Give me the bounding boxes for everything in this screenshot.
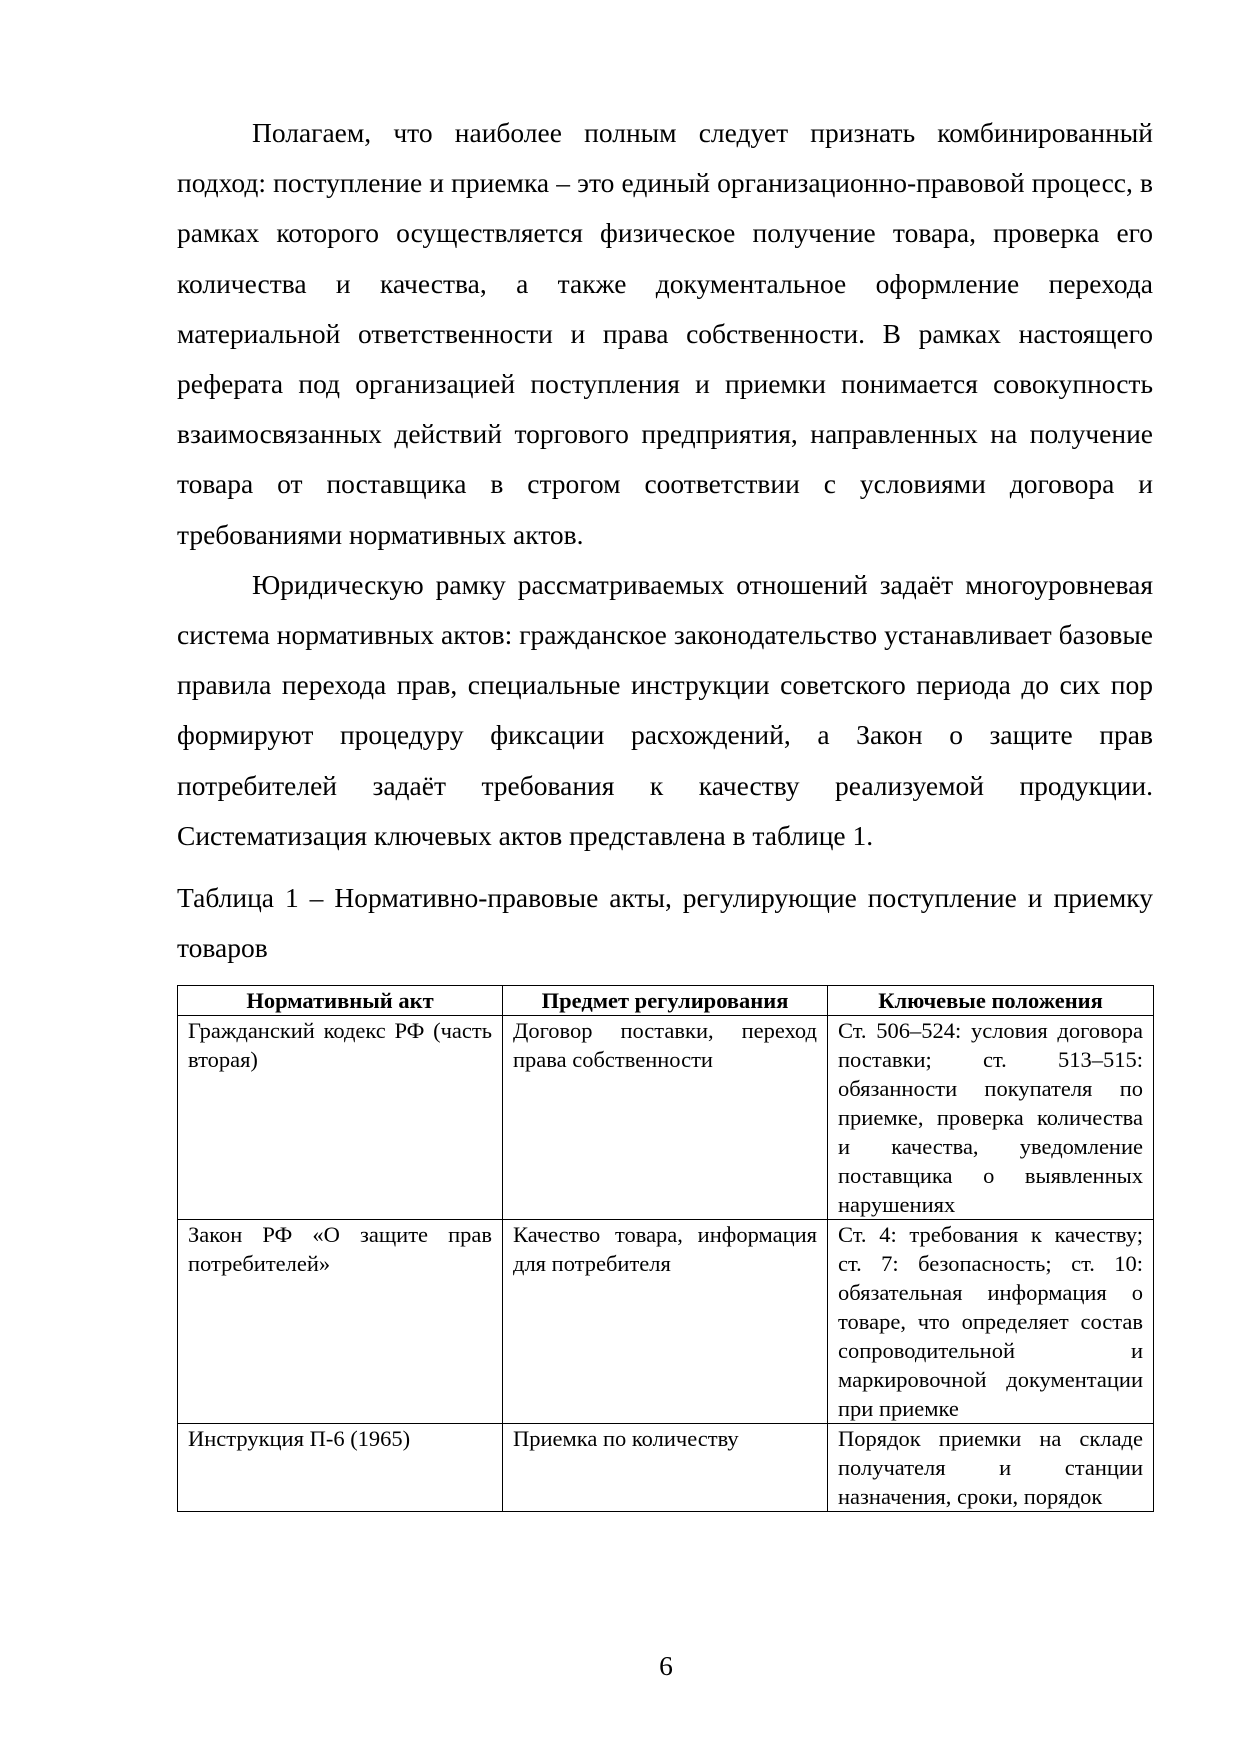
cell-act: Гражданский кодекс РФ (часть вторая) xyxy=(178,1016,503,1220)
table-row xyxy=(178,1016,1154,1220)
cell-subject: Приемка по количеству xyxy=(503,1424,828,1512)
cell-act: Инструкция П-6 (1965) xyxy=(178,1424,503,1512)
cell-subject: Качество товара, информация для потребителя xyxy=(503,1220,828,1424)
paragraph: Юридическую рамку рассматриваемых отношений задаёт многоуровневая система нормативных актов: гражданское законодательство устанавливает базовые правила перехода прав, специальные инструкции советского периода до сих пор формируют процедуру фиксации расхождений, а Закон о защите прав потребителей задаёт требования к качеству реализуемой продукции. Систематизация ключевых актов представлена в таблице 1. xyxy=(177,568,1153,851)
cell-provisions: Ст. 506–524: условия договора поставки; ст. 513–515: обязанности покупателя по приемке, проверка количества и качества, уведомление поставщика о выявленных нарушениях xyxy=(828,1016,1154,1220)
page-body xyxy=(177,108,1153,1512)
cell-subject: Договор поставки, переход права собственности xyxy=(503,1016,828,1220)
regulations-table xyxy=(177,985,1154,1512)
table-row xyxy=(178,1424,1154,1512)
table-row xyxy=(178,1220,1154,1424)
column-header-act: Нормативный акт xyxy=(178,986,503,1016)
cell-act: Закон РФ «О защите прав потребителей» xyxy=(178,1220,503,1424)
page-number: 6 xyxy=(659,1650,673,1681)
column-header-subject: Предмет регулирования xyxy=(503,986,828,1016)
column-header-provisions: Ключевые положения xyxy=(828,986,1154,1016)
cell-provisions: Порядок приемки на складе получателя и станции назначения, сроки, порядок xyxy=(828,1424,1154,1512)
paragraph: Полагаем, что наиболее полным следует признать комбинированный подход: поступление и приемка – это единый организационно-правовой процесс, в рамках которого осуществляется физическое получение товара, проверка его количества и качества, а также документальное оформление перехода материальной ответственности и права собственности. В рамках настоящего реферата под организацией поступления и приемки понимается совокупность взаимосвязанных действий торгового предприятия, направленных на получение товара от поставщика в строгом соответствии с условиями договора и требованиями нормативных актов. xyxy=(177,117,1153,550)
cell-provisions: Ст. 4: требования к качеству; ст. 7: безопасность; ст. 10: обязательная информация о товаре, что определяет состав сопроводительной и маркировочной документации при приемке xyxy=(828,1220,1154,1424)
table-caption: Таблица 1 – Нормативно-правовые акты, регулирующие поступление и приемку товаров xyxy=(177,882,1153,964)
table-header-row xyxy=(178,986,1154,1016)
